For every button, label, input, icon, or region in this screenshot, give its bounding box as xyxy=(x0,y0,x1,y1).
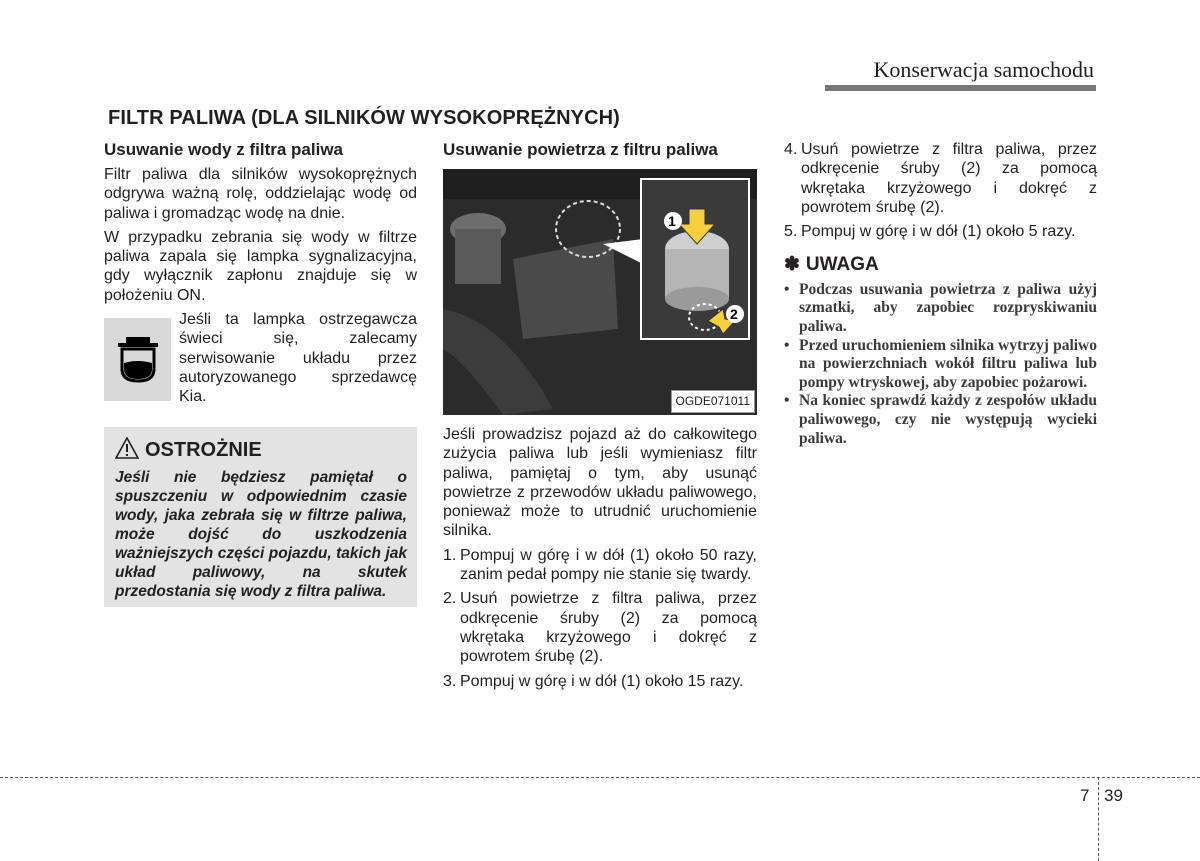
step-item xyxy=(443,672,757,691)
subheading-water-removal: Usuwanie wody z filtra paliwa xyxy=(104,140,343,159)
step-number: 1. xyxy=(443,546,457,564)
step-number: 4. xyxy=(784,141,798,158)
step-number: 5. xyxy=(784,223,798,241)
caution-header xyxy=(115,437,407,464)
page-number: 39 xyxy=(1104,786,1123,805)
bullet-icon: • xyxy=(784,280,790,298)
bullet-icon: • xyxy=(784,392,790,410)
step-text: Pompuj w górę i w dół (1) około 50 razy, zanim pedał pompy nie stanie się twardy. xyxy=(460,546,757,584)
paragraph-2: W przypadku zebrania się wody w filtrze paliwa zapala się lampka sygnalizacyjna, gdy wyłącznik zapłonu znajduje się w położeniu ON. xyxy=(104,228,417,304)
step-item xyxy=(443,589,757,666)
note-text: Podczas usuwania powietrza z paliwa użyj szmatki, aby zapobiec rozpryskiwaniu paliwa. xyxy=(799,280,1097,335)
step-text: Usuń powietrze z filtra paliwa, przez odkręcenie śruby (2) za pomocą wkrętaka krzyżowego i dokręć z powrotem śrubę (2). xyxy=(460,590,757,666)
note-item xyxy=(784,392,1097,448)
header-rule xyxy=(825,85,1096,91)
footer-divider xyxy=(1098,777,1099,861)
caution-box xyxy=(104,427,417,607)
column-1 xyxy=(104,140,417,607)
footer-rule xyxy=(0,777,1200,778)
note-item xyxy=(784,281,1097,337)
note-header xyxy=(784,255,1097,274)
note-text: Przed uruchomieniem silnika wytrzyj paliwo na powierzchniach wokół filtru paliwa lub pompy wtryskowej, aby zapobiec pożarowi. xyxy=(799,336,1097,391)
step-text: Pompuj w górę i w dół (1) około 15 razy. xyxy=(460,672,744,690)
step-item xyxy=(784,140,1097,217)
photo-code: OGDE071011 xyxy=(671,390,756,413)
chapter-number: 7 xyxy=(1080,786,1090,805)
step-item xyxy=(784,222,1097,241)
step-number: 3. xyxy=(443,672,457,690)
note-text: Na koniec sprawdź każdy z zespołów układu paliwowego, czy nie występują wycieki paliwa. xyxy=(799,392,1097,447)
section-title: FILTR PALIWA (DLA SILNIKÓW WYSOKOPRĘŻNYCH) xyxy=(108,107,620,129)
caution-title: OSTROŻNIE xyxy=(145,438,262,461)
step-item xyxy=(443,546,757,585)
step-text: Usuń powietrze z filtra paliwa, przez odkręcenie śruby (2) za pomocą wkrętaka krzyżowego i dokręć z powrotem śrubę (2). xyxy=(801,141,1097,216)
warning-light-block xyxy=(104,310,417,406)
paragraph-1: Filtr paliwa dla silników wysokoprężnych odgrywa ważną rolę, oddzielając wodę od paliwa i gromadząc wodę na dnie. xyxy=(104,166,417,222)
water-in-fuel-icon xyxy=(104,318,171,401)
caution-body: Jeśli nie będziesz pamiętał o spuszczeniu w odpowiednim czasie wody, jaka zebrała się w filtrze paliwa, może dojść do uszkodzenia ważniejszych części pojazdu, takich jak układ paliwowy, na skutek przedostania się wody z filtra paliwa. xyxy=(115,468,407,600)
note-title: UWAGA xyxy=(805,254,879,276)
bullet-icon: • xyxy=(784,336,790,354)
running-header: Konserwacja samochodu xyxy=(873,57,1094,82)
column-2 xyxy=(443,140,757,696)
callout-label-2: 2 xyxy=(730,306,738,322)
steps-list-col3 xyxy=(784,140,1097,241)
steps-list-col2 xyxy=(443,546,757,691)
note-item xyxy=(784,337,1097,393)
subheading-air-removal: Usuwanie powietrza z filtru paliwa xyxy=(443,140,718,159)
asterisk-icon: ✽ xyxy=(784,254,800,276)
warning-triangle-icon xyxy=(115,437,139,464)
fuel-filter-photo xyxy=(443,169,757,415)
air-removal-intro: Jeśli prowadzisz pojazd aż do całkowitego zużycia paliwa lub jeśli wymieniasz filtr paliwa, pamiętaj o tym, aby usunąć powietrze z przewodów układu paliwowego, ponieważ może to utrudnić uruchomienie silnika. xyxy=(443,426,757,540)
callout-label-1: 1 xyxy=(668,213,676,229)
step-text: Pompuj w górę i w dół (1) około 5 razy. xyxy=(801,223,1076,241)
warning-light-text: Jeśli ta lampka ostrzegawcza świeci się, zalecamy serwisowanie układu przez autoryzowanego sprzedawcę Kia. xyxy=(179,311,417,406)
engine-illustration xyxy=(443,169,757,415)
column-3 xyxy=(784,140,1097,448)
notes-list xyxy=(784,281,1097,448)
step-number: 2. xyxy=(443,590,457,608)
